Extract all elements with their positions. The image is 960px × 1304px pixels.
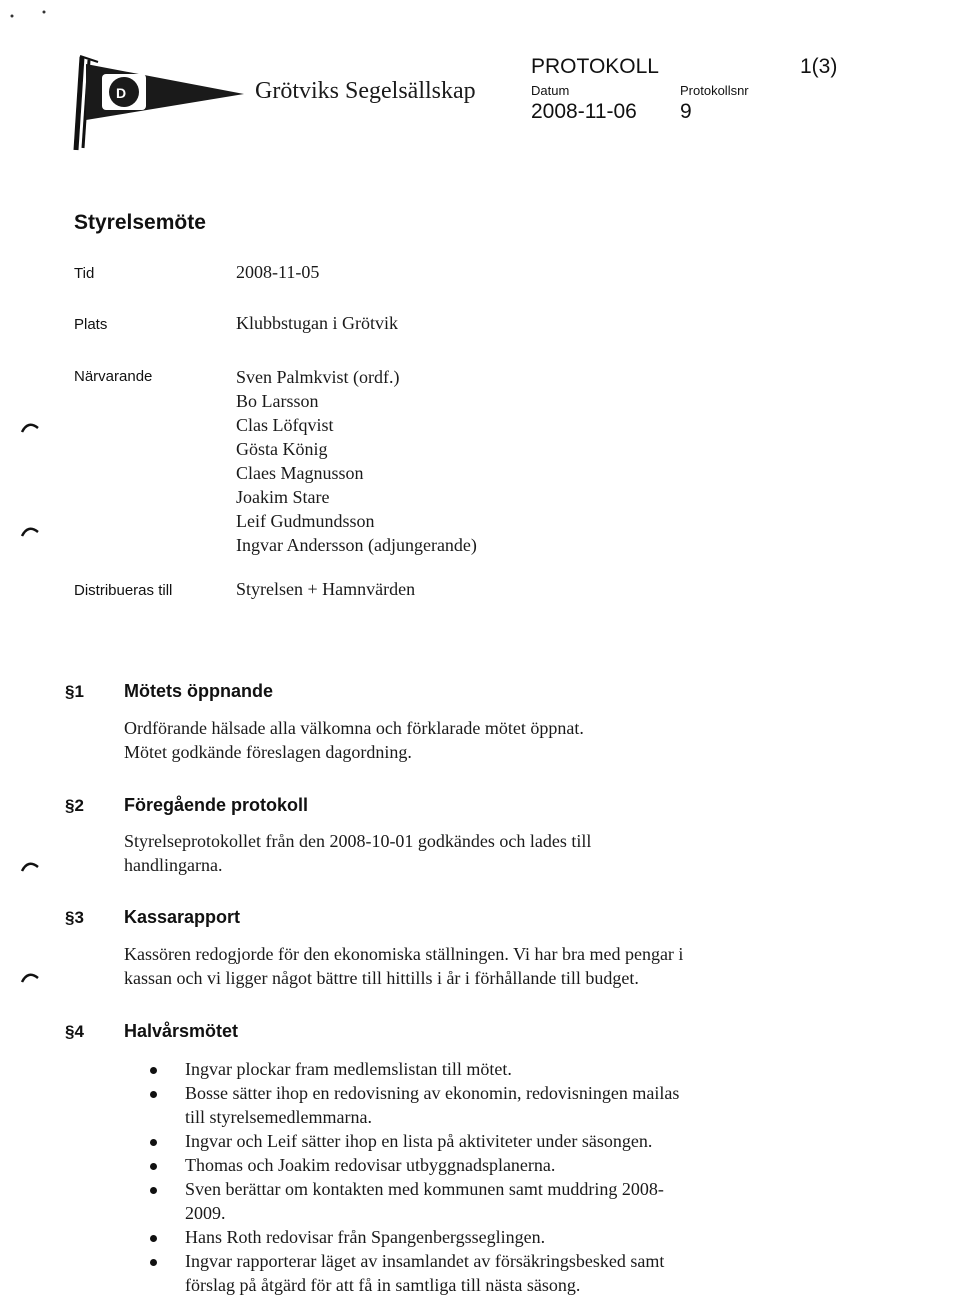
bullet-line: Ingvar plockar fram medlemslistan till mötet. bbox=[185, 1059, 512, 1079]
club-pennant-logo bbox=[72, 52, 247, 152]
place-value: Klubbstugan i Grötvik bbox=[236, 313, 398, 333]
document-type: PROTOKOLL bbox=[531, 55, 659, 78]
body-line: Ordförande hälsade alla välkomna och förklarade mötet öppnat. bbox=[124, 718, 584, 738]
bullet-line: 2009. bbox=[185, 1203, 226, 1223]
meeting-title: Styrelsemöte bbox=[74, 211, 206, 234]
bullet-dot-icon bbox=[150, 1187, 157, 1194]
bullet-dot-icon bbox=[150, 1091, 157, 1098]
section-heading: Mötets öppnande bbox=[124, 681, 273, 701]
date-value: 2008-11-06 bbox=[531, 100, 637, 123]
section-heading: Halvårsmötet bbox=[124, 1021, 239, 1041]
bullet-item bbox=[150, 1177, 790, 1225]
bullet-item bbox=[150, 1129, 790, 1153]
bullet-item bbox=[150, 1081, 790, 1129]
bullet-item bbox=[150, 1153, 790, 1177]
bullet-dot-icon bbox=[150, 1163, 157, 1170]
attendee: Sven Palmkvist (ordf.) bbox=[236, 367, 400, 387]
bullet-dot-icon bbox=[150, 1067, 157, 1074]
section-heading: Kassarapport bbox=[124, 907, 241, 927]
bullet-line: Ingvar rapporterar läget av insamlandet av försäkringsbesked samt bbox=[185, 1251, 665, 1271]
margin-mark-icon bbox=[20, 522, 40, 538]
bullet-line: Hans Roth redovisar från Spangenbergsseglingen. bbox=[185, 1227, 546, 1247]
place-label: Plats bbox=[74, 316, 108, 333]
attendee: Joakim Stare bbox=[236, 487, 330, 507]
section-body bbox=[124, 829, 804, 877]
body-line: kassan och vi ligger något bättre till hittills i år i förhållande till budget. bbox=[124, 968, 639, 988]
attendee: Leif Gudmundsson bbox=[236, 511, 375, 531]
present-label: Närvarande bbox=[74, 368, 153, 385]
bullet-line: förslag på åtgärd för att få in samtliga till nästa säsong. bbox=[185, 1275, 581, 1295]
section-body bbox=[124, 716, 804, 764]
bullet-item bbox=[150, 1225, 790, 1249]
bullet-dot-icon bbox=[150, 1235, 157, 1242]
section-number: §2 bbox=[65, 796, 84, 815]
section-number: §1 bbox=[65, 682, 84, 701]
bullet-line: till styrelsemedlemmarna. bbox=[185, 1107, 372, 1127]
margin-mark-icon bbox=[20, 857, 40, 873]
section-number: §4 bbox=[65, 1022, 84, 1041]
bullet-item bbox=[150, 1057, 790, 1081]
bullet-item bbox=[150, 1249, 790, 1297]
bullet-dot-icon bbox=[150, 1259, 157, 1266]
attendee-list bbox=[236, 365, 477, 557]
bullet-line: Ingvar och Leif sätter ihop en lista på aktiviteter under säsongen. bbox=[185, 1131, 653, 1151]
section-body bbox=[124, 942, 824, 990]
bullet-line: Thomas och Joakim redovisar utbyggnadsplanerna. bbox=[185, 1155, 556, 1175]
section-heading: Föregående protokoll bbox=[124, 795, 309, 815]
margin-mark-icon bbox=[20, 968, 40, 984]
attendee: Ingvar Andersson (adjungerande) bbox=[236, 535, 477, 555]
distribution-label: Distribueras till bbox=[74, 582, 173, 599]
svg-text:D: D bbox=[116, 85, 127, 101]
body-line: handlingarna. bbox=[124, 855, 223, 875]
attendee: Gösta König bbox=[236, 439, 328, 459]
section-number: §3 bbox=[65, 908, 84, 927]
time-value: 2008-11-05 bbox=[236, 262, 320, 282]
protocol-number-value: 9 bbox=[680, 100, 692, 123]
club-name: Grötviks Segelsällskap bbox=[255, 78, 476, 104]
attendee: Clas Löfqvist bbox=[236, 415, 334, 435]
bullet-line: Bosse sätter ihop en redovisning av ekonomin, redovisningen mailas bbox=[185, 1083, 680, 1103]
margin-mark-icon bbox=[20, 418, 40, 434]
bullet-list bbox=[150, 1057, 790, 1297]
distribution-value: Styrelsen + Hamnvärden bbox=[236, 579, 416, 599]
scan-speck-icon bbox=[8, 8, 48, 22]
body-line: Mötet godkände föreslagen dagordning. bbox=[124, 742, 412, 762]
page-number: 1(3) bbox=[800, 55, 838, 78]
date-label: Datum bbox=[531, 83, 570, 98]
bullet-dot-icon bbox=[150, 1139, 157, 1146]
attendee: Claes Magnusson bbox=[236, 463, 364, 483]
protocol-number-label: Protokollsnr bbox=[680, 83, 749, 98]
body-line: Styrelseprotokollet från den 2008-10-01 godkändes och lades till bbox=[124, 831, 592, 851]
bullet-line: Sven berättar om kontakten med kommunen samt muddring 2008- bbox=[185, 1179, 664, 1199]
body-line: Kassören redogjorde för den ekonomiska ställningen. Vi har bra med pengar i bbox=[124, 944, 684, 964]
time-label: Tid bbox=[74, 265, 95, 282]
attendee: Bo Larsson bbox=[236, 391, 319, 411]
